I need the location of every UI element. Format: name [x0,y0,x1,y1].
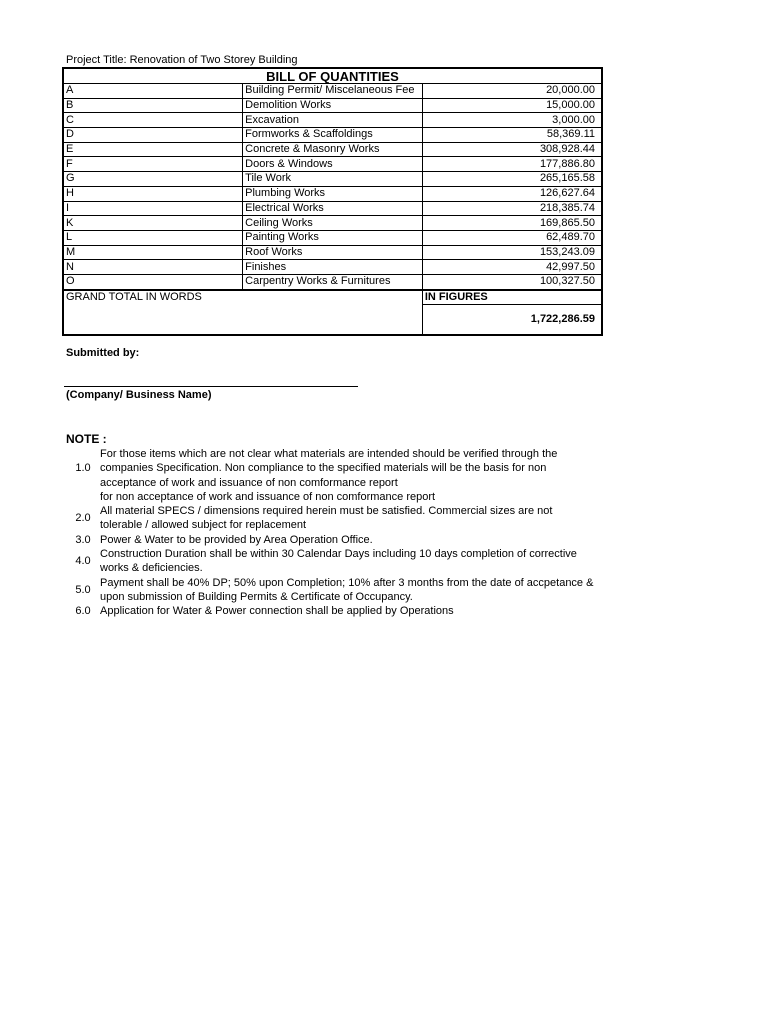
note-item [66,576,596,605]
item-code: N [63,260,243,275]
item-amount: 100,327.50 [422,274,602,289]
table-row [63,98,602,113]
item-amount: 15,000.00 [422,98,602,113]
item-description: Excavation [243,113,423,128]
note-number: 4.0 [75,555,91,568]
item-amount: 265,165.58 [422,172,602,187]
item-code: O [63,274,243,289]
note-number: 2.0 [75,512,91,525]
note-item [66,533,596,547]
table-row [63,128,602,143]
note-item [66,490,596,504]
note-number: 6.0 [75,605,91,618]
table-row [63,216,602,231]
item-description: Painting Works [243,230,423,245]
item-description: Formworks & Scaffoldings [243,128,423,143]
item-description: Carpentry Works & Furnitures [243,274,423,289]
item-amount: 3,000.00 [422,113,602,128]
item-code: A [63,84,243,99]
table-row [63,172,602,187]
in-figures-label: IN FIGURES [422,290,602,305]
item-code: E [63,142,243,157]
item-description: Finishes [243,260,423,275]
item-code: B [63,98,243,113]
item-code: I [63,201,243,216]
grand-total-words-cell [63,290,422,336]
item-code: K [63,216,243,231]
project-title: Project Title: Renovation of Two Storey Building [66,54,298,66]
table-row [63,157,602,172]
item-code: M [63,245,243,260]
item-amount: 218,385.74 [422,201,602,216]
item-code: D [63,128,243,143]
submitted-by-label: Submitted by: [66,347,140,359]
item-code: G [63,172,243,187]
item-description: Doors & Windows [243,157,423,172]
item-amount: 126,627.64 [422,186,602,201]
table-row [63,230,602,245]
table-row [63,113,602,128]
note-number [66,490,100,504]
note-text: Payment shall be 40% DP; 50% upon Completion; 10% after 3 months from the date of accpetance & upon submission of Building Permits & Certificate of Occupancy. [100,576,594,603]
item-description: Electrical Works [243,201,423,216]
note-number: 5.0 [75,583,91,596]
item-code: C [63,113,243,128]
item-description: Tile Work [243,172,423,187]
grand-total-figure: 1,722,286.59 [530,313,595,326]
item-code: L [63,230,243,245]
item-description: Ceiling Works [243,216,423,231]
item-code: F [63,157,243,172]
table-row [63,84,602,99]
item-code: H [63,186,243,201]
item-description: Concrete & Masonry Works [243,142,423,157]
note-item [66,504,596,533]
item-amount: 20,000.00 [422,84,602,99]
grand-total-words-label: GRAND TOTAL IN WORDS [66,290,202,303]
note-item [66,447,596,490]
table-row [63,260,602,275]
item-description: Demolition Works [243,98,423,113]
note-item [66,604,596,618]
note-text: Construction Duration shall be within 30 Calendar Days including 10 days completion of corrective works & deficiencies. [100,548,577,575]
item-amount: 42,997.50 [422,260,602,275]
note-text: for non acceptance of work and issuance of non comformance report [100,490,436,503]
item-amount: 153,243.09 [422,245,602,260]
table-row [63,274,602,289]
note-number: 3.0 [75,533,91,546]
item-amount: 62,489.70 [422,230,602,245]
item-description: Roof Works [243,245,423,260]
note-text: For those items which are not clear what materials are intended should be verified through the companies Specification. Non compliance to the specified materials will be the basis for non acceptance of work and issuance of non comformance report [100,448,558,489]
note-item [66,547,596,576]
item-amount: 58,369.11 [422,128,602,143]
note-heading: NOTE : [66,432,107,446]
signature-line [64,386,358,387]
table-row [63,142,602,157]
table-row [63,201,602,216]
item-description: Plumbing Works [243,186,423,201]
item-amount: 177,886.80 [422,157,602,172]
note-text: All material SPECS / dimensions required herein must be satisfied. Commercial sizes are not tolerable / allowed subject for replacement [100,505,553,532]
item-amount: 308,928.44 [422,142,602,157]
note-text: Power & Water to be provided by Area Operation Office. [100,533,373,546]
bill-of-quantities-table [62,67,603,336]
company-name-label: (Company/ Business Name) [66,389,212,401]
notes-list [66,447,596,619]
table-title: BILL OF QUANTITIES [63,68,602,84]
table-row [63,245,602,260]
item-description: Building Permit/ Miscelaneous Fee [243,84,423,99]
table-row [63,186,602,201]
item-amount: 169,865.50 [422,216,602,231]
note-text: Application for Water & Power connection shall be applied by Operations [100,605,454,618]
note-number: 1.0 [75,462,91,475]
